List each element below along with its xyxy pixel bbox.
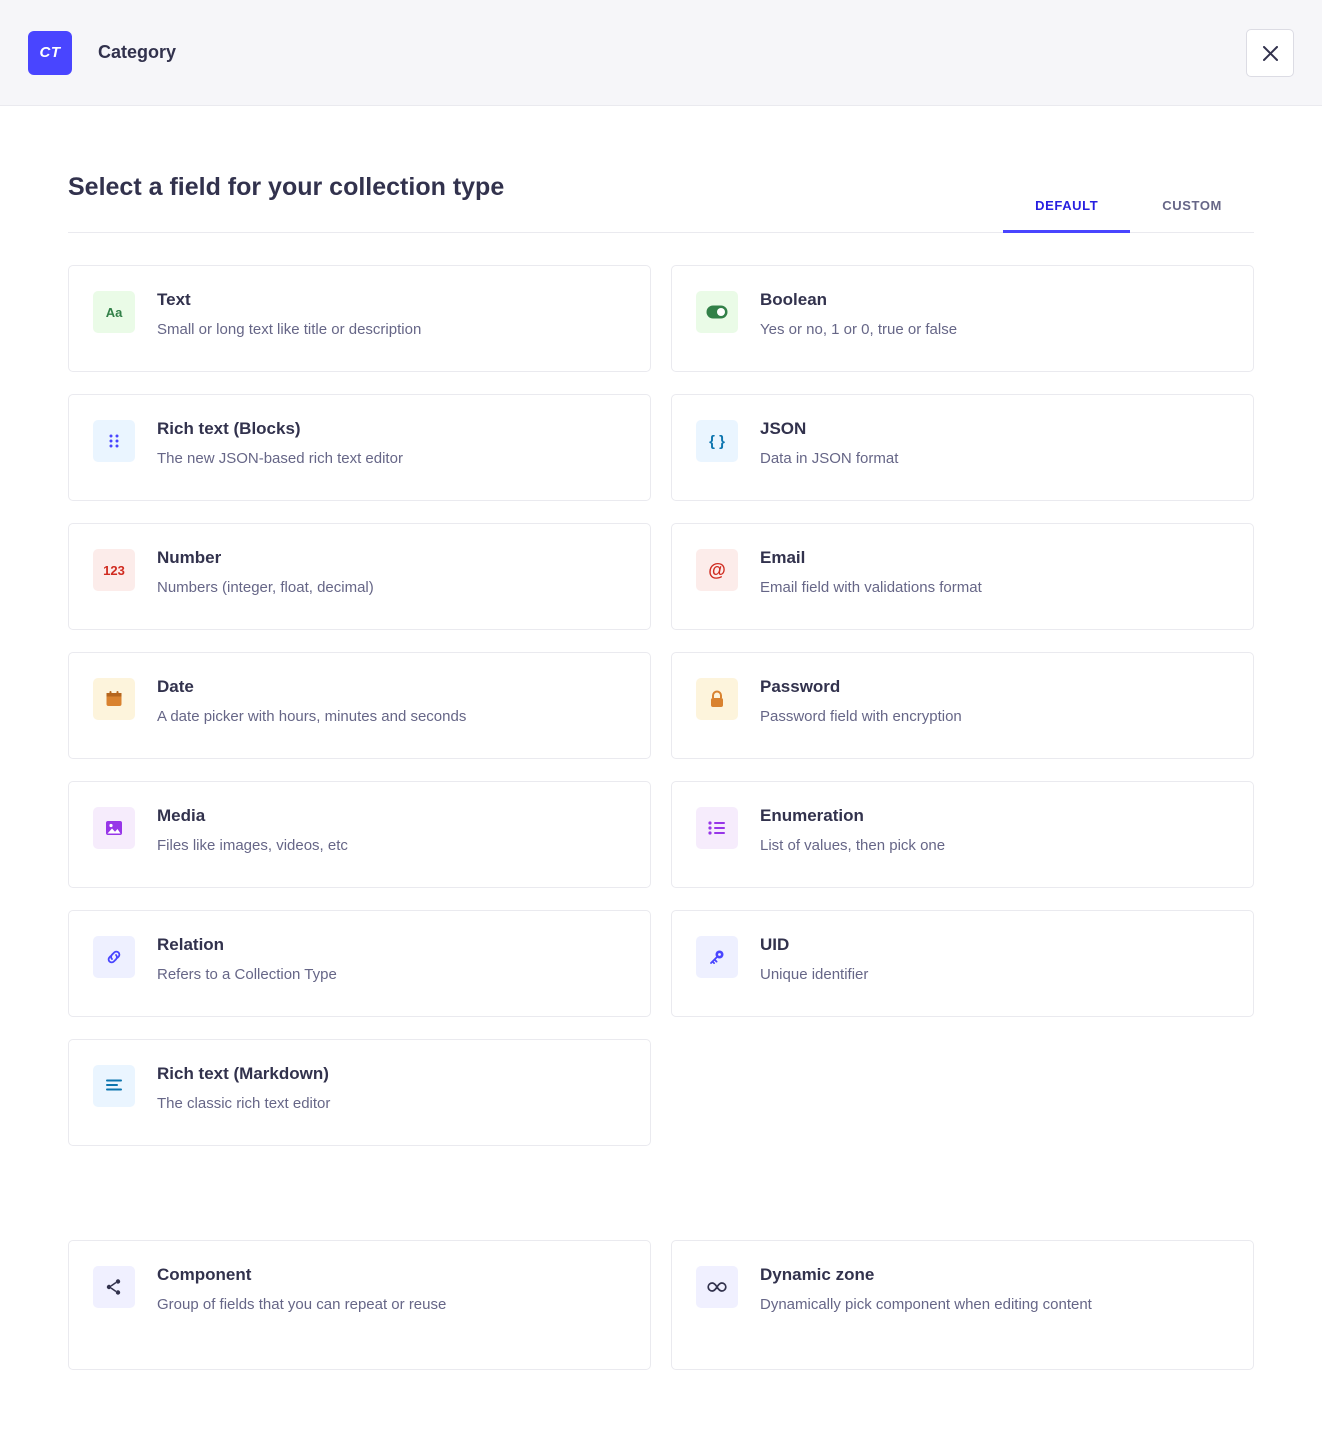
field-text (760, 416, 898, 469)
field-text (157, 1262, 446, 1315)
section-title: Select a field for your collection type (68, 173, 505, 201)
field-name: Dynamic zone (760, 1265, 875, 1284)
field-name: Date (157, 677, 194, 696)
field-name: Component (157, 1265, 252, 1284)
infinity-icon (696, 1266, 738, 1308)
markdown-lines-icon (93, 1065, 135, 1107)
field-description: Yes or no, 1 or 0, true or false (760, 321, 958, 339)
collection-type-badge: CT (28, 31, 72, 75)
close-icon (1263, 46, 1278, 61)
image-icon (93, 807, 135, 849)
tab-default[interactable]: DEFAULT (1003, 198, 1130, 233)
field-description: Small or long text like title or description (157, 321, 422, 339)
icon-label: { } (709, 432, 725, 450)
close-button[interactable] (1246, 29, 1294, 77)
field-description: Numbers (integer, float, decimal) (157, 579, 374, 597)
field-text (760, 545, 982, 598)
field-text (760, 932, 868, 985)
field-name: Text (157, 290, 191, 309)
field-description: List of values, then pick one (760, 837, 946, 855)
modal-body (0, 106, 1322, 1410)
key-icon (696, 936, 738, 978)
field-card-json[interactable] (671, 394, 1254, 501)
field-grid (68, 265, 1254, 1370)
field-description: Refers to a Collection Type (157, 966, 337, 984)
list-icon (696, 807, 738, 849)
field-text (760, 803, 945, 856)
field-name: Relation (157, 935, 225, 954)
field-card-enumeration[interactable] (671, 781, 1254, 888)
page-title: Category (98, 42, 177, 62)
number-123-icon (93, 549, 135, 591)
icon-label: Aa (105, 304, 123, 320)
field-text (760, 1262, 1092, 1315)
field-card-media[interactable] (68, 781, 651, 888)
field-description: The new JSON-based rich text editor (157, 450, 403, 468)
field-card-rich-text-blocks[interactable] (68, 394, 651, 501)
field-card-boolean[interactable] (671, 265, 1254, 372)
toggle-icon (696, 291, 738, 333)
field-text (157, 416, 403, 469)
section-separator (68, 1168, 1254, 1218)
blocks-dots-icon (93, 420, 135, 462)
field-description: Dynamically pick component when editing content (760, 1296, 1092, 1314)
component-nodes-icon (93, 1266, 135, 1308)
field-card-component[interactable] (68, 1240, 651, 1370)
icon-label: @ (708, 559, 726, 580)
calendar-icon (93, 678, 135, 720)
lock-icon (696, 678, 738, 720)
title-row (68, 172, 1254, 233)
field-card-password[interactable] (671, 652, 1254, 759)
field-description: Data in JSON format (760, 450, 899, 468)
field-type-tabs (1003, 198, 1254, 232)
field-text (157, 803, 348, 856)
field-card-uid[interactable] (671, 910, 1254, 1017)
tab-custom[interactable]: CUSTOM (1162, 198, 1222, 213)
field-card-email[interactable] (671, 523, 1254, 630)
field-card-rich-text-markdown[interactable] (68, 1039, 651, 1146)
field-text (760, 287, 957, 340)
icon-label: 123 (103, 562, 125, 578)
field-name: Email (760, 548, 806, 567)
field-card-dynamic-zone[interactable] (671, 1240, 1254, 1370)
link-icon (93, 936, 135, 978)
field-description: The classic rich text editor (157, 1095, 331, 1113)
field-name: Media (157, 806, 206, 825)
modal-header (0, 0, 1322, 106)
field-card-date[interactable] (68, 652, 651, 759)
field-text (760, 674, 962, 727)
field-name: JSON (760, 419, 807, 438)
field-name: Number (157, 548, 222, 567)
field-name: Password (760, 677, 841, 696)
field-name: UID (760, 935, 790, 954)
field-description: Group of fields that you can repeat or reuse (157, 1296, 447, 1314)
field-text (157, 287, 421, 340)
text-aa-icon (93, 291, 135, 333)
field-text (157, 674, 466, 727)
field-text (157, 1061, 330, 1114)
field-card-number[interactable] (68, 523, 651, 630)
field-card-text[interactable] (68, 265, 651, 372)
field-description: A date picker with hours, minutes and seconds (157, 708, 467, 726)
field-card-relation[interactable] (68, 910, 651, 1017)
field-name: Rich text (Blocks) (157, 419, 301, 438)
field-name: Boolean (760, 290, 828, 309)
field-description: Email field with validations format (760, 579, 982, 597)
field-description: Password field with encryption (760, 708, 962, 726)
field-text (157, 545, 374, 598)
json-braces-icon (696, 420, 738, 462)
field-description: Files like images, videos, etc (157, 837, 348, 855)
field-text (157, 932, 337, 985)
email-at-icon (696, 549, 738, 591)
field-name: Rich text (Markdown) (157, 1064, 329, 1083)
field-description: Unique identifier (760, 966, 869, 984)
field-name: Enumeration (760, 806, 864, 825)
